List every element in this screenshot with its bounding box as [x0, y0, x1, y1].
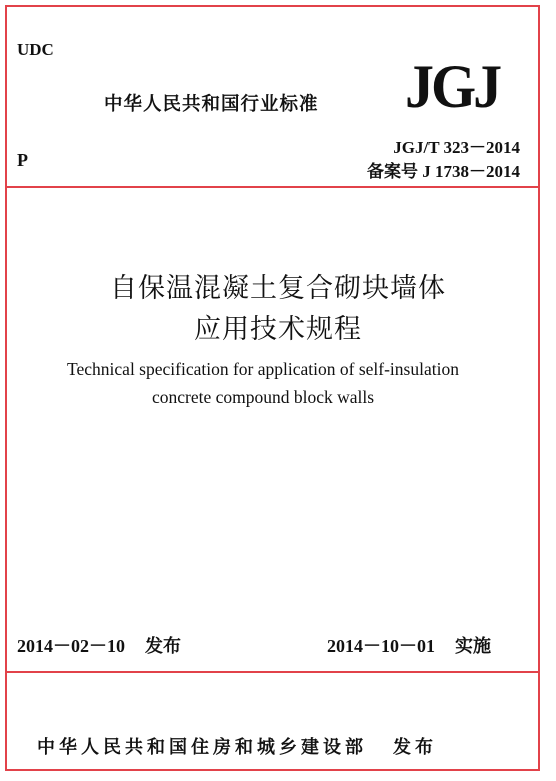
- title-en-line1: Technical specification for application of self-insulation: [67, 359, 459, 379]
- publisher-name: 中华人民共和国住房和城乡建设部: [37, 737, 367, 758]
- publisher-block: [37, 733, 437, 759]
- footer-divider: [5, 671, 540, 673]
- effective-label: 实施: [455, 636, 491, 657]
- effective-date-block: [327, 632, 491, 658]
- issue-label: 发布: [145, 636, 181, 657]
- filing-number: 备案号 J 1738－2014: [367, 162, 520, 181]
- title-cn-line1: 自保温混凝土复合砌块墙体: [110, 273, 446, 304]
- jgj-logo: JGJ: [405, 52, 500, 121]
- publish-label: 发布: [393, 737, 437, 758]
- classification-label: P: [17, 150, 28, 170]
- issue-date: 2014－02－10: [17, 636, 125, 656]
- issue-date-block: [17, 632, 181, 658]
- industry-standard-heading: 中华人民共和国行业标准: [104, 94, 319, 115]
- title-en-line2: concrete compound block walls: [151, 387, 375, 407]
- title-cn-line2: 应用技术规程: [194, 314, 362, 345]
- standard-code: JGJ/T 323－2014: [393, 138, 520, 157]
- effective-date: 2014－10－01: [327, 636, 435, 656]
- header-divider: [5, 186, 540, 188]
- udc-label: UDC: [17, 40, 54, 59]
